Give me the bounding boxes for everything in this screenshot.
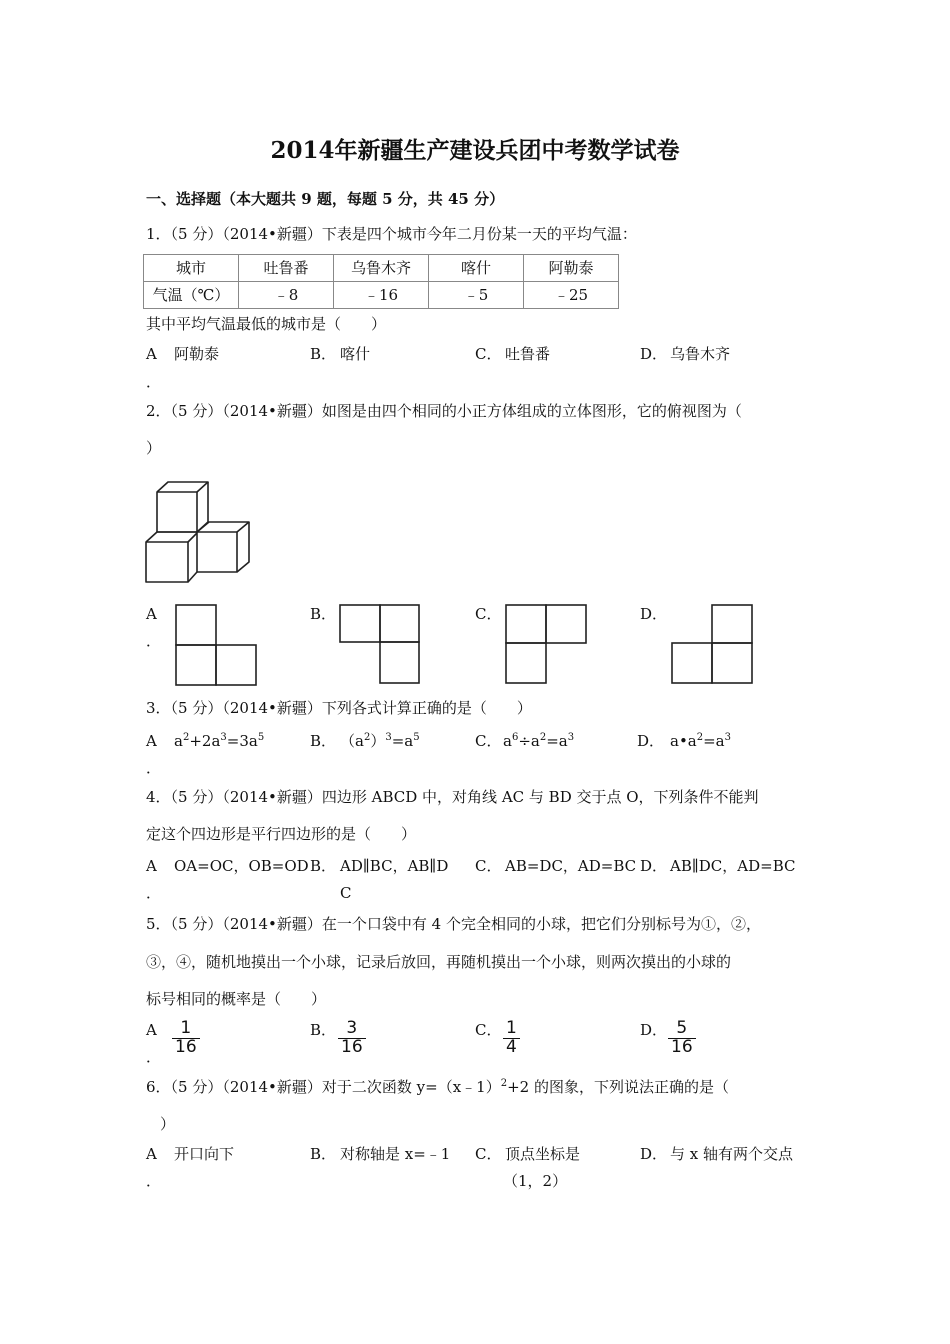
option-label-d: D． [640, 1021, 668, 1039]
fraction-denominator: 16 [175, 1036, 197, 1057]
q6-option-c: 顶点坐标是 [505, 1145, 581, 1163]
q3-option-c: $a^6\div a^2=a^3$ [503, 732, 575, 750]
table-cell: ﹣8 [239, 282, 334, 309]
q2-option-a-figure [176, 605, 256, 685]
option-dot: ． [146, 1172, 162, 1190]
option-label-b: B． [310, 345, 337, 363]
option-label-d: D． [637, 732, 665, 750]
option-label-c: C． [475, 857, 502, 875]
q5-stem-line3: 标号相同的概率是（ ） [146, 990, 327, 1008]
q2-option-d-figure [672, 605, 752, 683]
option-label-b: B． [310, 605, 337, 623]
option-label-a: A [146, 732, 157, 750]
q6-stem: 6．（5 分）（2014•新疆）对于二次函数 y=（x﹣1）$^2$+2 的图象，下列说法正确的是（ [146, 1078, 729, 1096]
q4-option-b-wrap: C [340, 884, 352, 902]
q6-option-b: 对称轴是 x=﹣1 [340, 1145, 451, 1163]
option-label-a: A [146, 1021, 157, 1039]
q5-stem-line2: ③，④，随机地摸出一个小球，记录后放回，再随机摸出一个小球，则两次摸出的小球的 [146, 953, 732, 971]
fraction-numerator: 3 [338, 1020, 366, 1039]
table-cell: 阿勒泰 [524, 255, 619, 282]
q4-option-c: AB=DC，AD=BC [505, 857, 637, 875]
option-label-d: D． [640, 857, 668, 875]
q6-option-a: 开口向下 [174, 1145, 235, 1163]
option-label-c: C． [475, 1021, 502, 1039]
option-label-c: C． [475, 605, 502, 623]
option-label-d: D． [640, 345, 668, 363]
q4-option-d: AB∥DC，AD=BC [670, 857, 796, 875]
fraction-numerator: 1 [503, 1020, 520, 1039]
table-cell: 吐鲁番 [239, 255, 334, 282]
q3-option-b: $(a^2)^3=a^5$ [340, 732, 420, 750]
q5-option-a [172, 1020, 200, 1057]
option-label-a: A [146, 857, 157, 875]
section-heading: 一、选择题（本大题共 9 题，每题 5 分，共 45 分） [146, 190, 505, 208]
q3-stem: 3．（5 分）（2014•新疆）下列各式计算正确的是（ ） [146, 699, 532, 717]
option-dot: ． [146, 632, 162, 650]
page-title: 2014年新疆生产建设兵团中考数学试卷 [270, 137, 680, 164]
option-label-c: C． [475, 732, 502, 750]
q1-option-a: 阿勒泰 [174, 345, 220, 363]
fraction-denominator: 16 [671, 1036, 693, 1057]
q1-option-b: 喀什 [340, 345, 371, 363]
option-dot: ． [146, 884, 162, 902]
q4-option-a: OA=OC，OB=OD [174, 857, 309, 875]
option-label-a: A [146, 605, 157, 623]
q1-stem: 1．（5 分）（2014•新疆）下表是四个城市今年二月份某一天的平均气温： [146, 225, 637, 243]
q4-stem-line2: 定这个四边形是平行四边形的是（ ） [146, 825, 417, 843]
q3-option-a: $a^2+2a^3=3a^5$ [174, 732, 265, 750]
table-cell: ﹣25 [524, 282, 619, 309]
q2-stem: 2．（5 分）（2014•新疆）如图是由四个相同的小正方体组成的立体图形，它的俯视图为（ [146, 402, 742, 420]
q1-option-c: 吐鲁番 [505, 345, 551, 363]
option-dot: ． [146, 1048, 162, 1066]
q4-stem: 4．（5 分）（2014•新疆）四边形 ABCD 中，对角线 AC 与 BD 交于点 O，下列条件不能判 [146, 788, 759, 806]
q2-stem-end: ） [146, 439, 162, 457]
q4-option-b: AD∥BC，AB∥D [340, 857, 449, 875]
q5-option-b [338, 1020, 366, 1057]
option-label-a: A [146, 345, 157, 363]
q6-option-c-wrap: （1，2） [503, 1172, 568, 1190]
option-label-b: B． [310, 1145, 337, 1163]
option-label-b: B． [310, 1021, 337, 1039]
q6-option-d: 与 x 轴有两个交点 [670, 1145, 793, 1163]
q1-followup: 其中平均气温最低的城市是（ ） [146, 315, 387, 333]
option-label-a: A [146, 1145, 157, 1163]
table-cell: 气温（℃） [144, 282, 239, 309]
q2-option-c-figure [506, 605, 586, 683]
option-label-c: C． [475, 345, 502, 363]
option-label-b: B． [310, 857, 337, 875]
fraction-denominator: 16 [341, 1036, 363, 1057]
q5-option-c [503, 1020, 520, 1057]
q5-option-d [668, 1020, 696, 1057]
option-dot: ． [146, 759, 162, 777]
q6-stem-end: ） [160, 1115, 176, 1133]
q1-option-d: 乌鲁木齐 [670, 345, 731, 363]
table-cell: 城市 [144, 255, 239, 282]
table-cell: ﹣5 [429, 282, 524, 309]
option-label-d: D． [640, 1145, 668, 1163]
fraction-numerator: 1 [172, 1020, 200, 1039]
option-label-c: C． [475, 1145, 502, 1163]
option-label-b: B． [310, 732, 337, 750]
q3-option-d: $a•a^2=a^3$ [670, 732, 731, 750]
table-cell: 喀什 [429, 255, 524, 282]
table-cell: 乌鲁木齐 [334, 255, 429, 282]
fraction-denominator: 4 [506, 1036, 517, 1057]
table-cell: ﹣16 [334, 282, 429, 309]
q2-option-b-figure [340, 605, 419, 683]
q5-stem: 5．（5 分）（2014•新疆）在一个口袋中有 4 个完全相同的小球，把它们分别标号为①，②， [146, 915, 761, 933]
option-dot: ． [146, 373, 162, 391]
option-label-d: D． [640, 605, 668, 623]
fraction-numerator: 5 [668, 1020, 696, 1039]
